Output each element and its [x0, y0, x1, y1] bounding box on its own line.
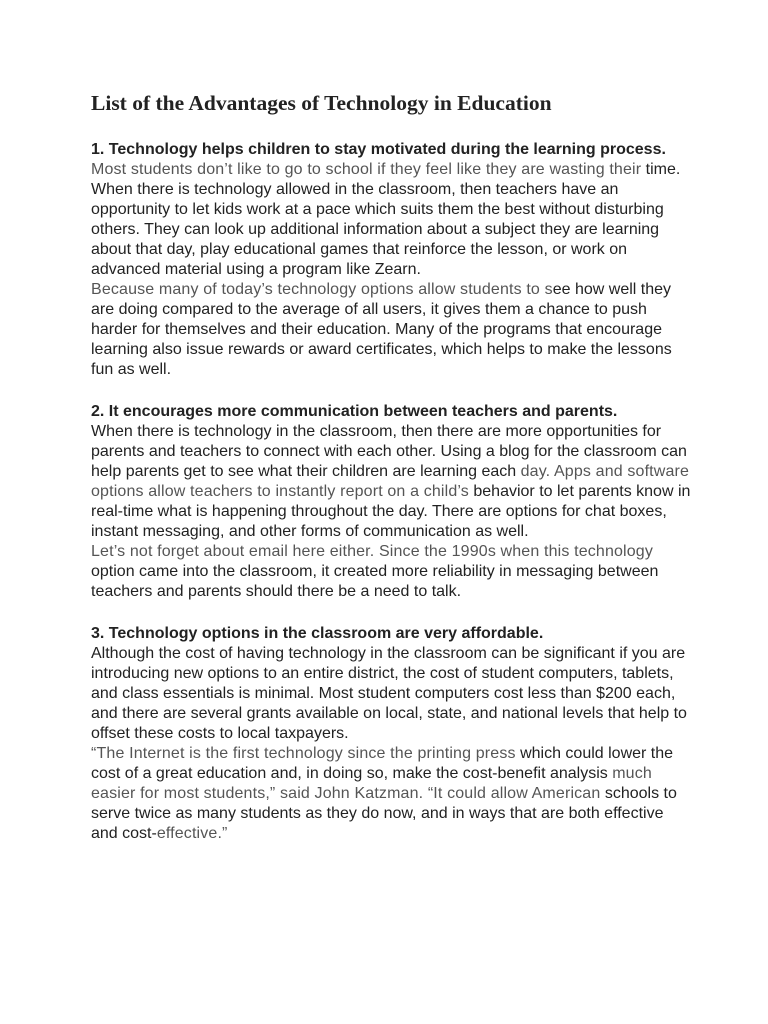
paragraph-text-run: effective.” — [156, 825, 228, 842]
paragraph — [91, 744, 691, 844]
paragraph — [91, 280, 691, 380]
section-communication — [91, 402, 691, 602]
paragraph-text-run: Let’s not forget about email here either. Since the 1990s when this technology — [91, 543, 653, 560]
section-motivation — [91, 140, 691, 380]
paragraph-text-run: option came into the classroom, it created more reliability in messaging between teachers and parents should there be a need to talk. — [91, 563, 659, 600]
section-affordability — [91, 624, 691, 844]
paragraph-text-run: schools to serve twice as many students as they do now, and in ways that are both effective and cost- — [91, 785, 677, 842]
paragraph — [91, 644, 691, 744]
paragraph — [91, 160, 691, 280]
document-page — [91, 88, 691, 866]
paragraph — [91, 542, 691, 602]
paragraph-text-run: Most students don’t like to go to school if they feel like they are wasting their — [91, 161, 642, 178]
section-heading: 1. Technology helps children to stay motivated during the learning process. — [91, 141, 666, 158]
paragraph-text-run: time. When there is technology allowed in the classroom, then teachers have an opportunity to let kids work at a pace which suits them the best without disturbing others. They can look up additional information about a subject they are learning about that day, play educational games that reinforce the lesson, or work on advanced material using a program like Zearn. — [91, 161, 681, 278]
paragraph-text-run: day. Apps and software options allow teachers to instantly report on a child’s — [91, 463, 690, 500]
section-heading: 2. It encourages more communication between teachers and parents. — [91, 403, 618, 420]
paragraph-text-run: Because many of today’s technology options allow students to s — [91, 281, 553, 298]
paragraph-text-run: much easier for most students,” said John Katzman. “It could allow American — [91, 765, 652, 802]
paragraph-text-run: When there is technology in the classroom, then there are more opportunities for parents and teachers to connect with each other. Using a blog for the classroom can help parents get to see what their children are learning each — [91, 423, 687, 480]
paragraph-text-run: ee how well they are doing compared to the average of all users, it gives them a chance to push harder for themselves and their education. Many of the programs that encourage learning also issue rewards or award certificates, which helps to make the lessons fun as well. — [91, 281, 672, 378]
paragraph-text-run: behavior to let parents know in real-time what is happening throughout the day. There are options for chat boxes, instant messaging, and other forms of communication as well. — [91, 483, 691, 540]
section-heading: 3. Technology options in the classroom are very affordable. — [91, 625, 544, 642]
paragraph — [91, 422, 691, 542]
paragraph-text-run: which could lower the cost of a great education and, in doing so, make the cost-benefit analysis — [91, 745, 674, 782]
paragraph-text-run: Although the cost of having technology in the classroom can be significant if you are introducing new options to an entire district, the cost of student computers, tablets, and class essentials is minimal. Most student computers cost less than $200 each, and there are several grants available on local, state, and national levels that help to offset these costs to local taxpayers. — [91, 645, 687, 742]
paragraph-text-run: “The Internet is the first technology since the printing press — [91, 745, 516, 762]
document-title: List of the Advantages of Technology in Education — [91, 91, 552, 115]
